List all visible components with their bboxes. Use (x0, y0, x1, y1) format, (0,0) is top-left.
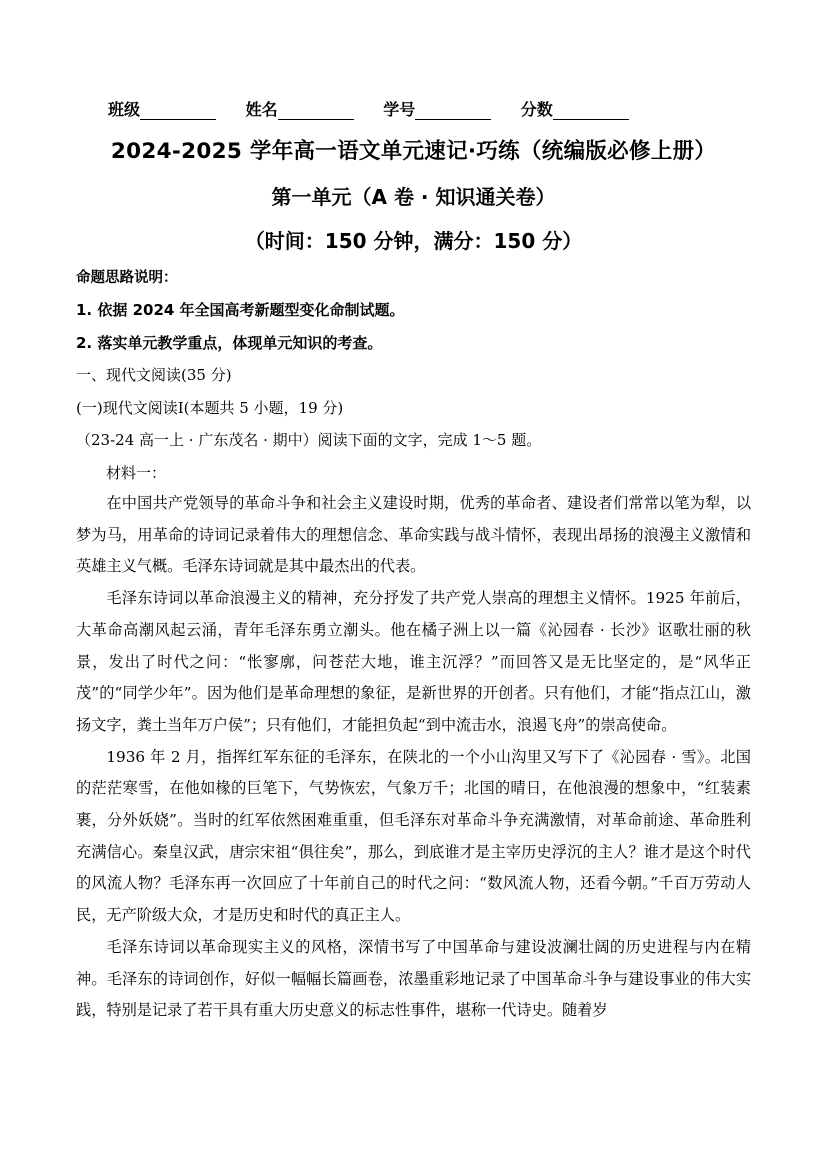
intro-heading: 命题思路说明： (76, 270, 178, 286)
section-subheading: (一)现代文阅读Ⅰ(本题共 5 小题，19 分) (76, 399, 344, 417)
student-id-field[interactable] (383, 97, 491, 120)
paragraph: 在中国共产党领导的革命斗争和社会主义建设时期，优秀的革命者、建设者们常常以笔为犁，以梦为马，用革命的诗词记录着伟大的理想信念、革命实践与战斗情怀，表现出昂扬的浪漫主义激情和英雄主义气概。毛泽东诗词就是其中最杰出的代表。 (76, 494, 751, 576)
exam-time-note: （时间：150 分钟，满分：150 分） (244, 229, 583, 253)
paragraph: 1936 年 2 月，指挥红军东征的毛泽东，在陕北的一个小山沟里又写下了《沁园春 · 雪》。北国的茫茫寒雪，在他如椽的巨笔下，气势恢宏，气象万千；北国的晴日，在他浪漫的想象中，“红装素裹，分外妖娆”。当时的红军依然困难重重，但毛泽东对革命斗争充满激情，对革命前途、革命胜利充满信心。秦皇汉武，唐宗宋祖“俱往矣”，那么，到底谁才是主宰历史浮沉的主人？谁才是这个时代的风流人物？毛泽东再一次回应了十年前自己的时代之问：“数风流人物，还看今朝。”千百万劳动人民，无产阶级大众，才是历史和时代的真正主人。 (76, 747, 751, 925)
score-blank[interactable] (553, 103, 629, 120)
paragraph: 毛泽东诗词以革命现实主义的风格，深情书写了中国革命与建设波澜壮阔的历史进程与内在精神。毛泽东的诗词创作，好似一幅幅长篇画卷，浓墨重彩地记录了中国革命斗争与建设事业的伟大实践，特别是记录了若干具有重大历史意义的标志性事件，堪称一代诗史。随着岁 (76, 937, 751, 1020)
reading-instruction: （23-24 高一上 · 广东茂名 · 期中）阅读下面的文字，完成 1～5 题。 (76, 431, 542, 449)
paragraph: 毛泽东诗词以革命浪漫主义的精神，充分抒发了共产党人崇高的理想主义情怀。1925 年前后，大革命高潮风起云涌，青年毛泽东勇立潮头。他在橘子洲上以一篇《沁园春 · 长沙》讴歌壮丽的秋景，发出了时代之问：“怅寥廓，问苍茫大地，谁主沉浮？”而回答又是无比坚定的，是“风华正茂”的“同学少年”。因为他们是革命理想的象征，是新世界的开创者。只有他们，才能“指点江山，激扬文字，粪土当年万户侯”；只有他们，才能担负起“到中流击水，浪遏飞舟”的崇高使命。 (76, 589, 751, 734)
material-label: 材料一： (106, 464, 167, 482)
name-blank[interactable] (278, 103, 354, 120)
article-body (76, 488, 751, 1027)
unit-title: 第一单元（A 卷 · 知识通关卷） (271, 185, 556, 209)
document-title: 2024-2025 学年高一语文单元速记·巧练（统编版必修上册） (110, 139, 717, 164)
class-blank[interactable] (140, 103, 216, 120)
intro-point-2: 2. 落实单元教学重点，体现单元知识的考查。 (76, 334, 383, 352)
student-id-label: 学号 (383, 100, 416, 119)
score-label: 分数 (520, 100, 553, 119)
name-label: 姓名 (245, 100, 278, 119)
intro-point-1: 1. 依据 2024 年全国高考新题型变化命制试题。 (76, 301, 405, 319)
student-info-line (108, 97, 653, 120)
score-field[interactable] (521, 97, 629, 120)
section-heading: 一、现代文阅读(35 分) (76, 366, 232, 384)
class-label: 班级 (108, 100, 141, 119)
class-field[interactable] (108, 97, 216, 120)
student-id-blank[interactable] (415, 103, 491, 120)
name-field[interactable] (246, 97, 354, 120)
